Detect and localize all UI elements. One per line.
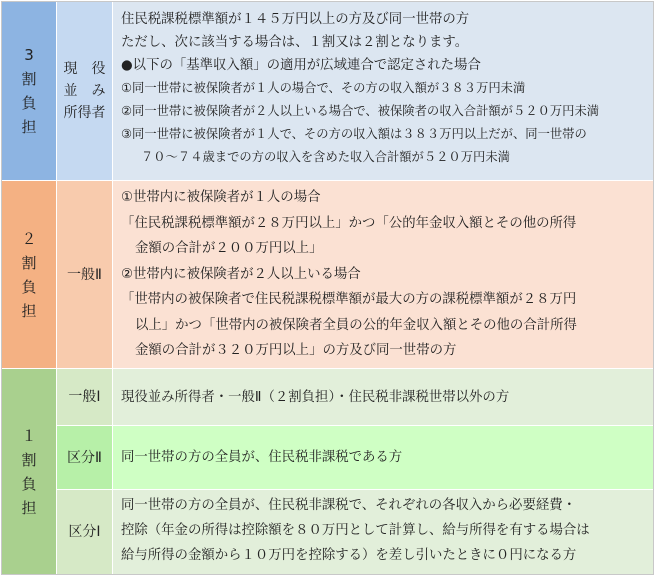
description-cell (113, 490, 653, 574)
description-line: ●以下の「基準収入額」の適用が広域連合で認定された場合 (121, 58, 481, 73)
description-line: 控除（年金の所得は控除額を８０万円として計算し、給与所得を有する場合は (121, 523, 590, 538)
description-line: 以上」かつ「世帯内の被保険者全員の公的年金収入額とその他の合計所得 (135, 317, 577, 333)
description-line: ①同一世帯に被保険者が１人の場合で、その方の収入額が３８３万円未満 (121, 81, 526, 95)
description-cell (113, 426, 653, 489)
description-line: ③同一世帯に被保険者が１人で、その方の収入額は３８３万円以上だが、同一世帯の (121, 127, 587, 141)
description-line: 同一世帯の方の全員が、住民税非課税である方 (121, 450, 403, 465)
burden-3-char: 担 (21, 118, 37, 136)
burden-2-label (2, 181, 56, 368)
category-label: 一般Ⅰ (68, 389, 101, 405)
burden-1-char: 割 (21, 450, 37, 469)
burden-1-char: 担 (21, 498, 37, 517)
burden-2-char: ２ (21, 229, 37, 248)
description-line: 同一世帯の方の全員が、住民税非課税で、それぞれの各収入から必要経費・ (121, 498, 577, 513)
description-cell (113, 181, 653, 368)
category-label: 並 み (63, 83, 106, 99)
burden-3-char: 割 (21, 70, 37, 88)
category-cell (57, 369, 112, 425)
category-label: 一般Ⅱ (67, 266, 102, 283)
description-cell (113, 2, 653, 180)
description-line: 「世帯内の被保険者で住民税課税標準額が最大の方の課税標準額が２８万円 (121, 292, 577, 307)
burden-3-label (2, 2, 56, 180)
burden-1-char: １ (21, 426, 37, 445)
description-line: 「住民税課税標準額が２８万円以上」かつ「公的年金収入額とその他の所得 (121, 215, 577, 231)
category-label: 区分Ⅱ (67, 449, 102, 466)
description-cell (113, 369, 653, 425)
description-line: 現役並み所得者・一般Ⅱ（２割負担）・住民税非課税世帯以外の方 (121, 389, 510, 405)
description-line: 金額の合計が３２０万円以上」の方及び同一世帯の方 (135, 343, 457, 358)
category-cell (57, 490, 112, 574)
category-label: 区分Ⅰ (68, 524, 101, 540)
burden-2-char: 負 (21, 277, 37, 296)
description-line: ②世帯内に被保険者が２人以上いる場合 (121, 266, 361, 282)
category-label: 現 役 (63, 61, 106, 77)
category-cell (57, 181, 112, 368)
description-line: ただし、次に該当する場合は、１割又は２割となります。 (121, 35, 469, 50)
category-cell (57, 2, 112, 180)
burden-2-char: 割 (21, 253, 37, 272)
burden-ratio-table (1, 1, 654, 575)
description-line: 住民税課税標準額が１４５万円以上の方及び同一世帯の方 (121, 12, 470, 27)
burden-2-char: 担 (21, 301, 37, 320)
category-label: 所得者 (63, 105, 106, 121)
burden-1-label (2, 369, 56, 574)
category-cell (57, 426, 112, 489)
description-line: ①世帯内に被保険者が１人の場合 (121, 190, 321, 205)
description-line: 給与所得の金額から１０万円を控除する）を差し引いたときに０円になる方 (121, 548, 577, 563)
burden-3-char: 3 (24, 46, 34, 64)
burden-1-char: 負 (21, 474, 37, 493)
description-line: ②同一世帯に被保険者が２人以上いる場合で、被保険者の収入合計額が５２０万円未満 (121, 104, 600, 118)
description-line: 金額の合計が２００万円以上」 (135, 241, 323, 256)
burden-3-char: 負 (21, 94, 37, 112)
description-line: ７０～７４歳までの方の収入を含めた収入合計額が５２０万円未満 (141, 150, 510, 164)
